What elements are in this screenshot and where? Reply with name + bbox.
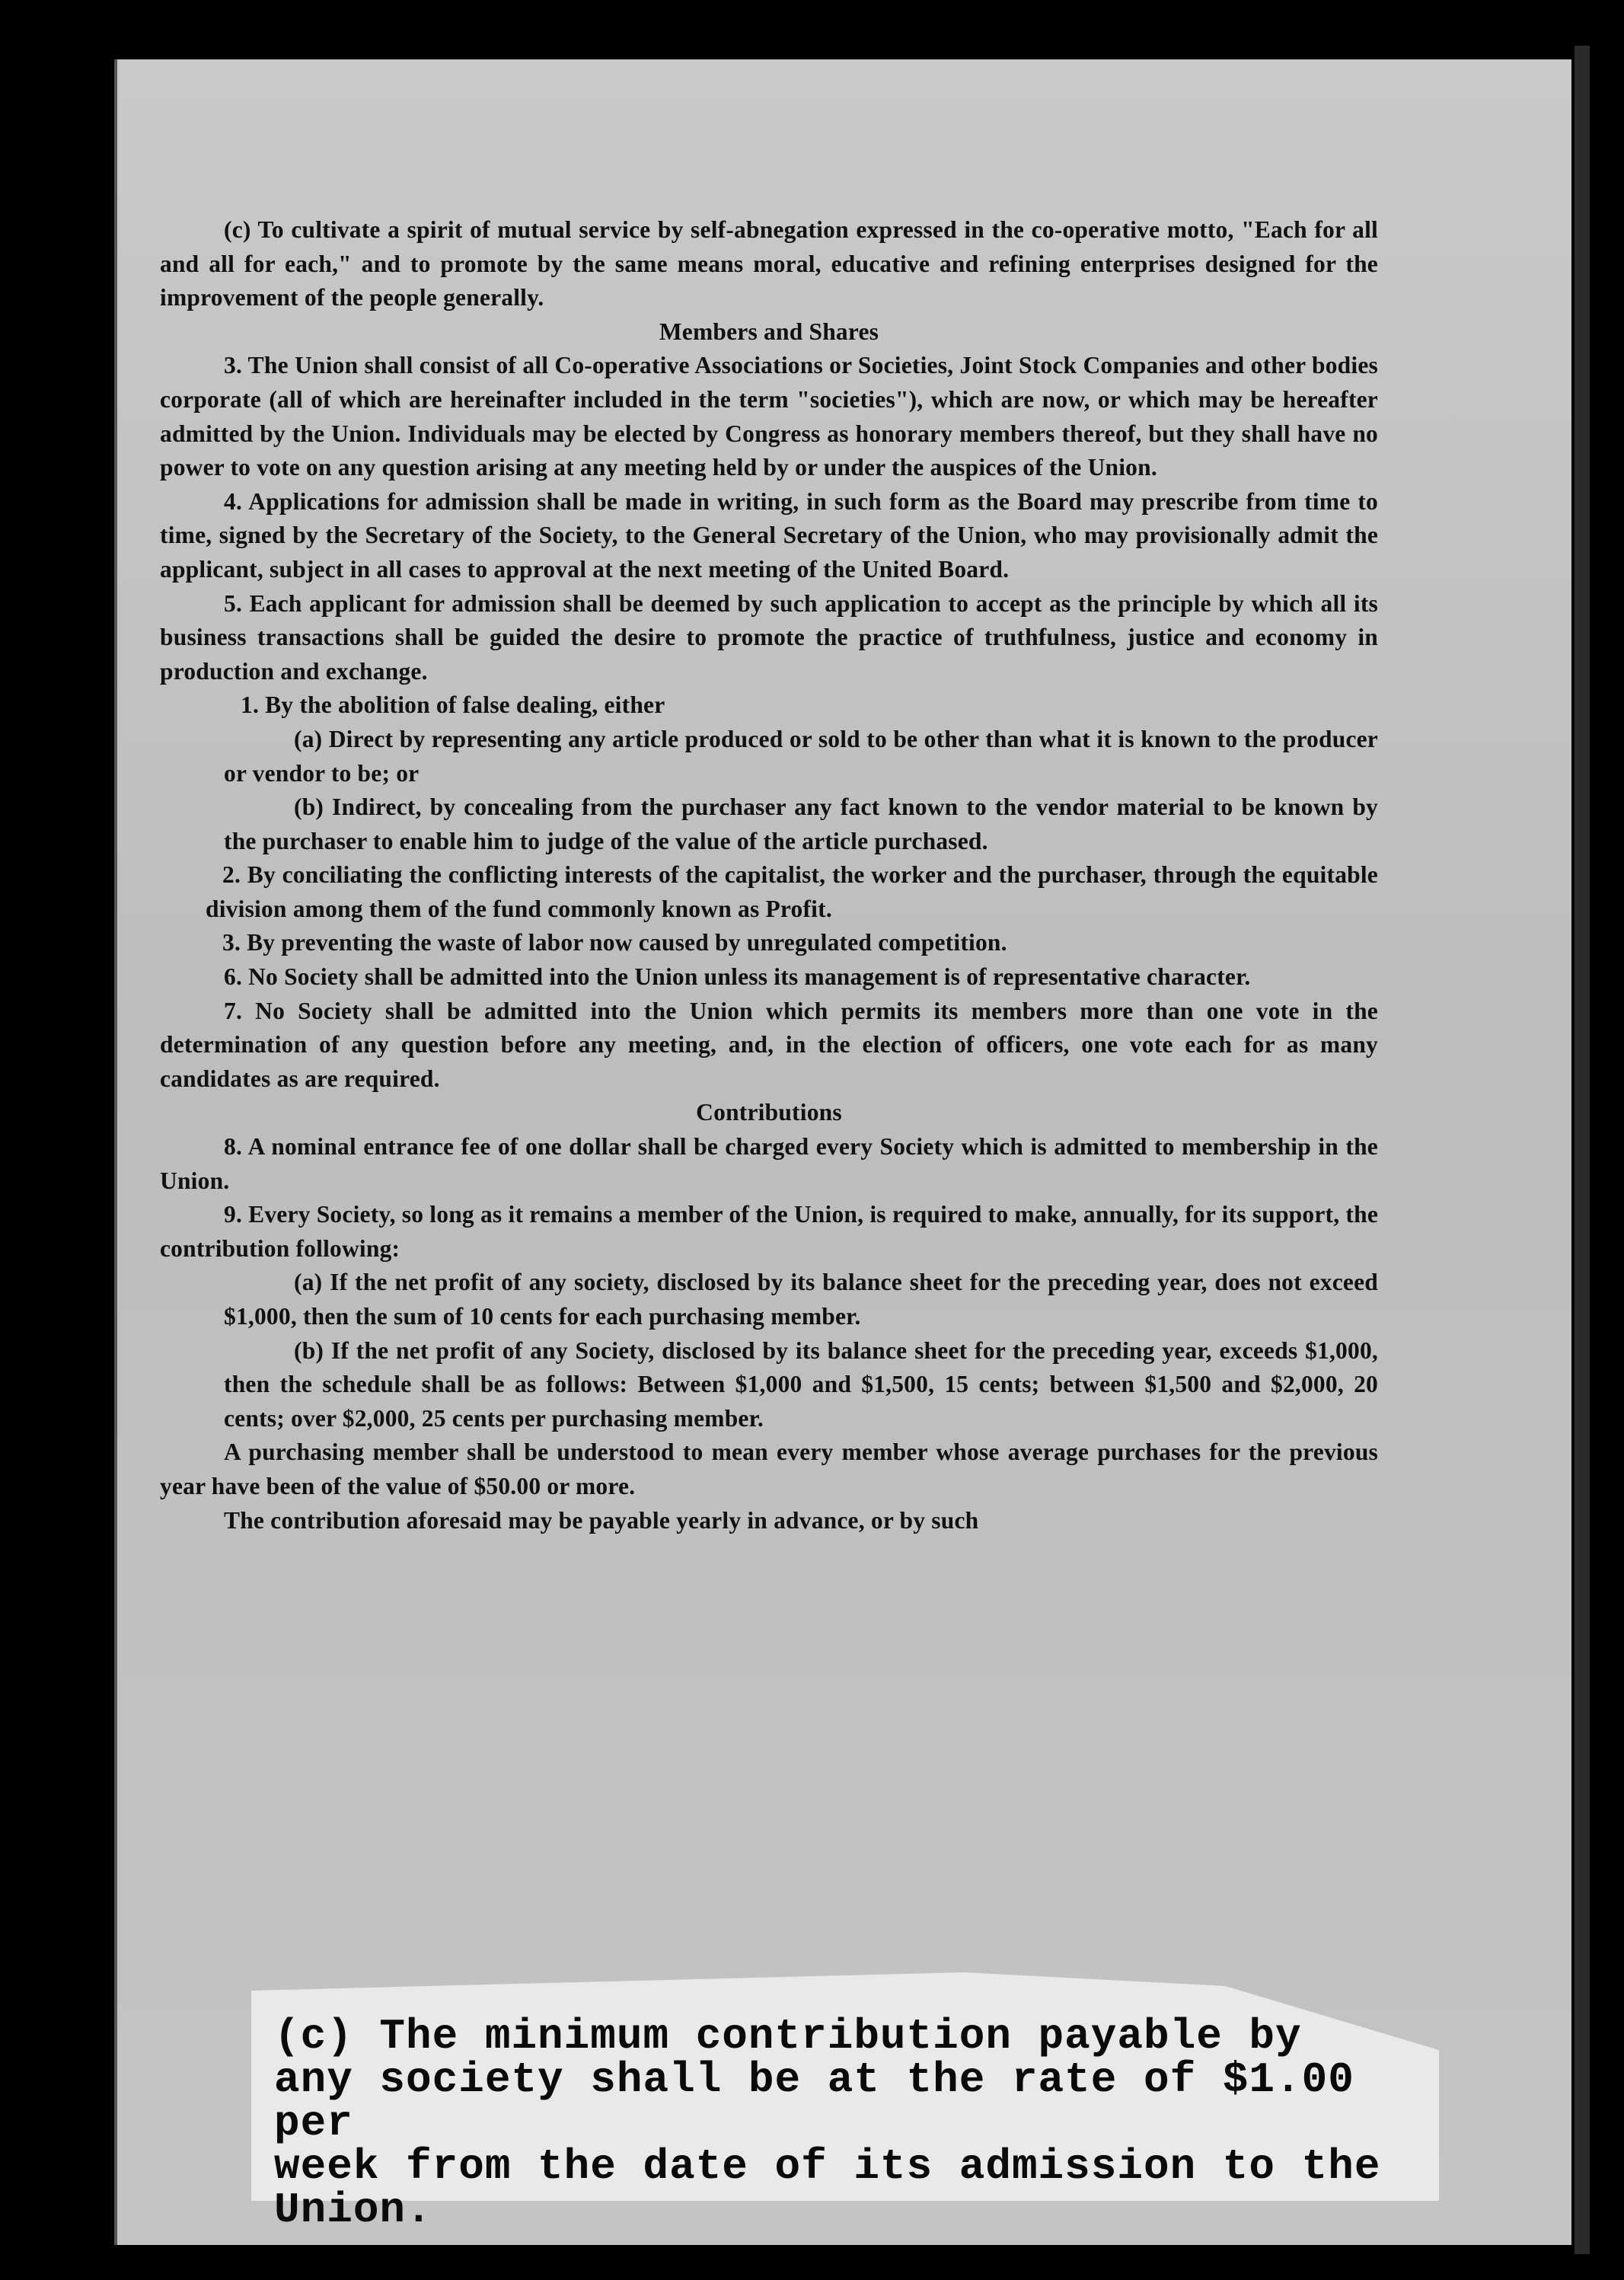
document-body bbox=[160, 213, 1378, 1538]
paragraph-contribution-payable: The contribution aforesaid may be payable yearly in advance, or by such bbox=[224, 1506, 979, 1534]
typed-line: Union. bbox=[274, 2186, 432, 2234]
paragraph-5-item-3: 3. By preventing the waste of labor now caused by unregulated competition. bbox=[222, 929, 1007, 956]
paragraph-8: 8. A nominal entrance fee of one dollar shall be charged every Society which is admitted to membership in the Union. bbox=[160, 1133, 1378, 1194]
paragraph-3: 3. The Union shall consist of all Co-operative Associations or Societies, Joint Stock Companies and other bodies corporate (all of which are hereinafter included in the term "societies"), which are now, or which may be hereafter admitted by the Union. Individuals may be elected by Congress as honorary members thereof, but they shall have no power to vote on any question arising at any meeting held by or under the auspices of the Union. bbox=[160, 352, 1378, 481]
paragraph-9: 9. Every Society, so long as it remains a member of the Union, is required to make, annually, for its support, the contribution following: bbox=[160, 1201, 1378, 1262]
typed-amendment bbox=[274, 2012, 1401, 2234]
heading-contributions: Contributions bbox=[696, 1099, 842, 1126]
paragraph-5-item-2: 2. By conciliating the conflicting interests of the capitalist, the worker and the purchaser, through the equitable division among them of the fund commonly known as Profit. bbox=[206, 861, 1378, 922]
paragraph-5-item-1b: (b) Indirect, by concealing from the purchaser any fact known to the vendor material to be known by the purchaser to enable him to judge of the value of the article purchased. bbox=[224, 794, 1378, 854]
paragraph-5: 5. Each applicant for admission shall be deemed by such application to accept as the principle by which all its business transactions shall be guided the desire to promote the practice of truthfulness, justice and economy in production and exchange. bbox=[160, 589, 1378, 685]
paragraph-5-item-1a: (a) Direct by representing any article produced or sold to be other than what it is known to the producer or vendor to be; or bbox=[224, 725, 1378, 787]
typed-line: (c) The minimum contribution payable by bbox=[274, 2012, 1302, 2061]
typed-line: week from the date of its admission to the bbox=[274, 2142, 1381, 2191]
heading-members-and-shares: Members and Shares bbox=[659, 318, 879, 345]
paragraph-c-purpose: (c) To cultivate a spirit of mutual service by self-abnegation expressed in the co-operative motto, "Each for all and all for each," and to promote by the same means moral, educative and refining enterprises designed for the improvement of the people generally. bbox=[160, 216, 1378, 311]
paragraph-7: 7. No Society shall be admitted into the Union which permits its members more than one vote in the determination of any question before any meeting, and, in the election of officers, one vote each for as many candidates as are required. bbox=[160, 997, 1378, 1092]
paragraph-9a: (a) If the net profit of any society, disclosed by its balance sheet for the preceding year, does not exceed $1,000, then the sum of 10 cents for each purchasing member. bbox=[224, 1269, 1378, 1330]
paragraph-5-item-1: 1. By the abolition of false dealing, either bbox=[241, 691, 665, 719]
paragraph-purchasing-member: A purchasing member shall be understood to mean every member whose average purchases for the previous year have been of the value of $50.00 or more. bbox=[160, 1439, 1378, 1499]
typed-line: any society shall be at the rate of $1.00 per bbox=[274, 2055, 1354, 2147]
paragraph-6: 6. No Society shall be admitted into the Union unless its management is of representative character. bbox=[224, 963, 1251, 991]
paragraph-4: 4. Applications for admission shall be made in writing, in such form as the Board may prescribe from time to time, signed by the Secretary of the Society, to the General Secretary of the Union, who may provisionally admit the applicant, subject in all cases to approval at the next meeting of the United Board. bbox=[160, 487, 1378, 583]
paragraph-9b: (b) If the net profit of any Society, disclosed by its balance sheet for the preceding year, exceeds $1,000, then the schedule shall be as follows: Between $1,000 and $1,500, 15 cents; between $1,500 and $2,000, 20 cents; over $2,000, 25 cents per purchasing member. bbox=[224, 1336, 1378, 1432]
page-edge-shadow bbox=[1575, 46, 1590, 2254]
